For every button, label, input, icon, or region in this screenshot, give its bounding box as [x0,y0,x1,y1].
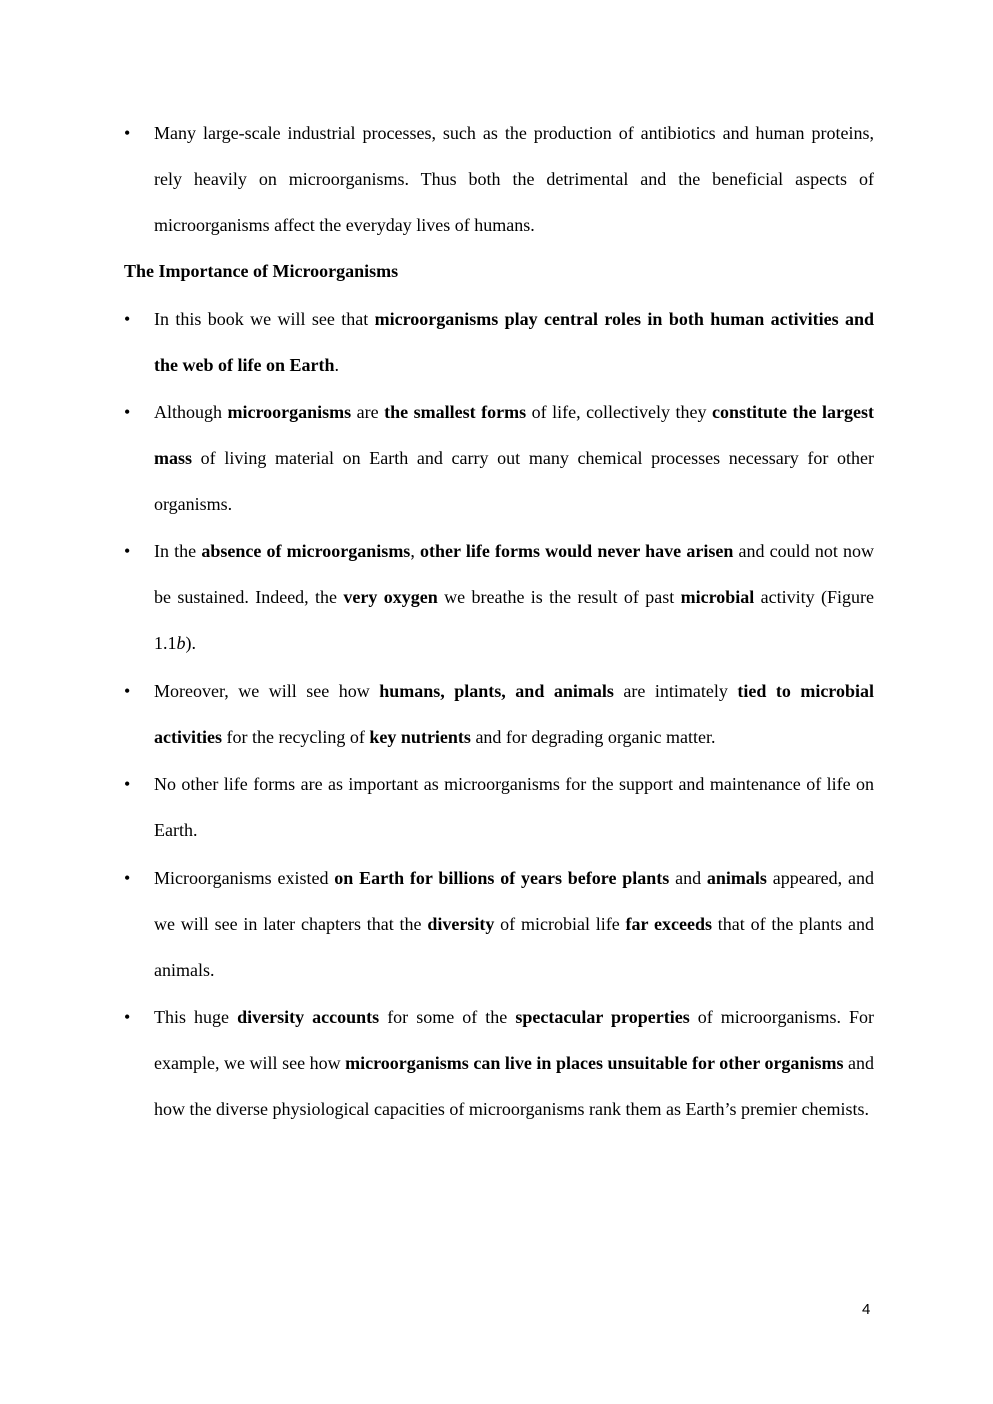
bullet-text: This huge diversity accounts for some of the spectacular properties of microorganisms. For example, we will see how microorganisms can live in places unsuitable for other organisms and how the diverse physiological capacities of microorganisms rank them as Earth’s premier chemists. [154,1007,874,1119]
bullet-text: Moreover, we will see how humans, plants, and animals are intimately tied to microbial activities for the recycling of key nutrients and for degrading organic matter. [154,681,874,747]
bullet-point: • [124,123,131,143]
bullet-text: Although microorganisms are the smallest forms of life, collectively they constitute the largest mass of living material on Earth and carry out many chemical processes necessary for other organisms. [154,402,874,514]
bullet-point: • [124,309,131,329]
bullet-point: • [124,774,131,794]
bullet-text: Microorganisms existed on Earth for billions of years before plants and animals appeared, and we will see in later chapters that the diversity of microbial life far exceeds that of the plants and animals. [154,868,874,980]
bullet-text: Many large-scale industrial processes, such as the production of antibiotics and human proteins, rely heavily on microorganisms. Thus both the detrimental and the beneficial aspects of microorganisms affect the everyday lives of humans. [154,123,874,235]
bullet-point: • [124,1007,131,1027]
bullet-point: • [124,402,131,422]
list-item [124,389,874,527]
bullet-point: • [124,868,131,888]
list-item [124,528,874,666]
list-item [124,761,874,853]
list-item [124,668,874,760]
bullet-point: • [124,681,131,701]
page-number: 4 [862,1301,871,1318]
section-heading: The Importance of Microorganisms [124,261,399,281]
bullet-point: • [124,541,131,561]
bullet-text: No other life forms are as important as microorganisms for the support and maintenance of life on Earth. [154,774,874,840]
intro-bullet [124,110,874,248]
bullet-text: In this book we will see that microorganisms play central roles in both human activities and the web of life on Earth. [154,309,874,375]
list-item [124,855,874,993]
list-item [124,296,874,388]
list-item [124,994,874,1132]
bullet-text: In the absence of microorganisms, other life forms would never have arisen and could not now be sustained. Indeed, the very oxygen we breathe is the result of past microbial activity (Figure 1.1b). [154,541,874,653]
